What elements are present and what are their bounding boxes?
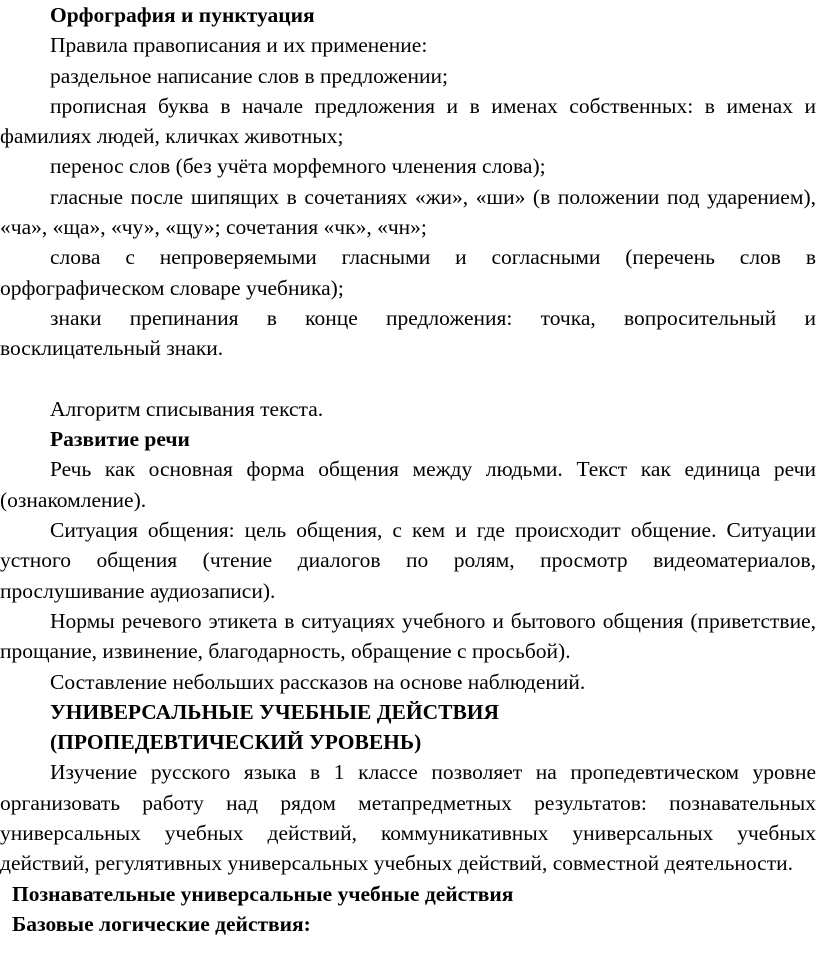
section-heading-speech: Развитие речи <box>50 427 190 452</box>
rules-intro: Правила правописания и их применение: <box>50 33 428 58</box>
uud-paragraph: Изучение русского языка в 1 классе позволяет на пропедевтическом уровне организовать работу над рядом метапредметных результатов: познавательных универсальных учебных действий, коммуникативных универсальных учебных действий, регулятивных универсальных учебных действий, совместной деятельности. <box>0 760 816 876</box>
rule-item: раздельное написание слов в предложении; <box>50 63 448 88</box>
rule-item: перенос слов (без учёта морфемного членения слова); <box>50 154 546 179</box>
section-heading-cognitive: Познавательные универсальные учебные действия <box>12 881 514 906</box>
section-heading-orthography: Орфография и пунктуация <box>50 3 315 27</box>
section-heading-uud-line1: УНИВЕРСАЛЬНЫЕ УЧЕБНЫЕ ДЕЙСТВИЯ <box>50 699 500 724</box>
rule-item: знаки препинания в конце предложения: точка, вопросительный и восклицательный знаки. <box>0 305 816 361</box>
rule-item: гласные после шипящих в сочетаниях «жи», «ши» (в положении под ударением), «ча», «ща», «чу», «щу»; сочетания «чк», «чн»; <box>0 184 816 240</box>
speech-paragraph: Ситуация общения: цель общения, с кем и где происходит общение. Ситуации устного общения (чтение диалогов по ролям, просмотр видеоматериалов, прослушивание аудиозаписи). <box>0 518 816 603</box>
rule-item: прописная буква в начале предложения и в именах собственных: в именах и фамилиях людей, кличках животных; <box>0 93 816 149</box>
section-heading-uud-line2: (ПРОПЕДЕВТИЧЕСКИЙ УРОВЕНЬ) <box>50 730 422 755</box>
rule-item: слова с непроверяемыми гласными и согласными (перечень слов в орфографическом словаре учебника); <box>0 245 816 300</box>
speech-paragraph: Речь как основная форма общения между людьми. Текст как единица речи (ознакомление). <box>0 457 816 512</box>
speech-paragraph: Составление небольших рассказов на основе наблюдений. <box>50 669 586 694</box>
algorithm-line: Алгоритм списывания текста. <box>50 396 324 421</box>
speech-paragraph: Нормы речевого этикета в ситуациях учебного и бытового общения (приветствие, прощание, извинение, благодарность, обращение с просьбой). <box>0 608 816 664</box>
subheading-logical-actions: Базовые логические действия: <box>12 911 311 936</box>
blank-line <box>0 364 816 394</box>
